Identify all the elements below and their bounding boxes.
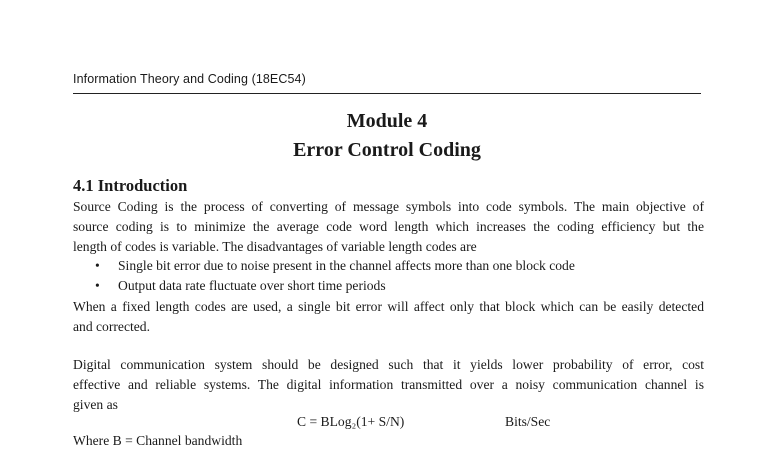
header-rule (73, 93, 701, 94)
bullet-marker: • (95, 278, 100, 293)
para1-line-1: Source Coding is the process of converting of message symbols into code symbols. The main objective of (73, 199, 704, 214)
para3-line-2: effective and reliable systems. The digital information transmitted over a noisy communication channel is (73, 377, 704, 392)
running-header: Information Theory and Coding (18EC54) (73, 72, 306, 86)
bullet-item-1: Single bit error due to noise present in the channel affects more than one block code (118, 258, 575, 273)
bullet-marker: • (95, 258, 100, 273)
para2-line-2: and corrected. (73, 319, 150, 334)
para1-line-2: source coding is to minimize the average code word length which increases the coding efficiency but the (73, 219, 704, 234)
module-title: Error Control Coding (293, 139, 481, 161)
para1-line-3: length of codes is variable. The disadvantages of variable length codes are (73, 239, 477, 254)
para2-line-1: When a fixed length codes are used, a single bit error will affect only that block which can be easily detected (73, 299, 704, 314)
bullet-item-2: Output data rate fluctuate over short time periods (118, 278, 386, 293)
module-number: Module 4 (346, 110, 428, 132)
capacity-unit: Bits/Sec (505, 414, 551, 429)
para3-line-3: given as (73, 397, 118, 412)
cutoff-text-line: Where B = Channel bandwidth (73, 433, 243, 448)
section-heading: 4.1 Introduction (73, 176, 188, 195)
para3-line-1: Digital communication system should be designed such that it yields lower probability of error, cost (73, 357, 704, 372)
capacity-equation: C = BLog₂(1+ S/N) (297, 414, 405, 429)
